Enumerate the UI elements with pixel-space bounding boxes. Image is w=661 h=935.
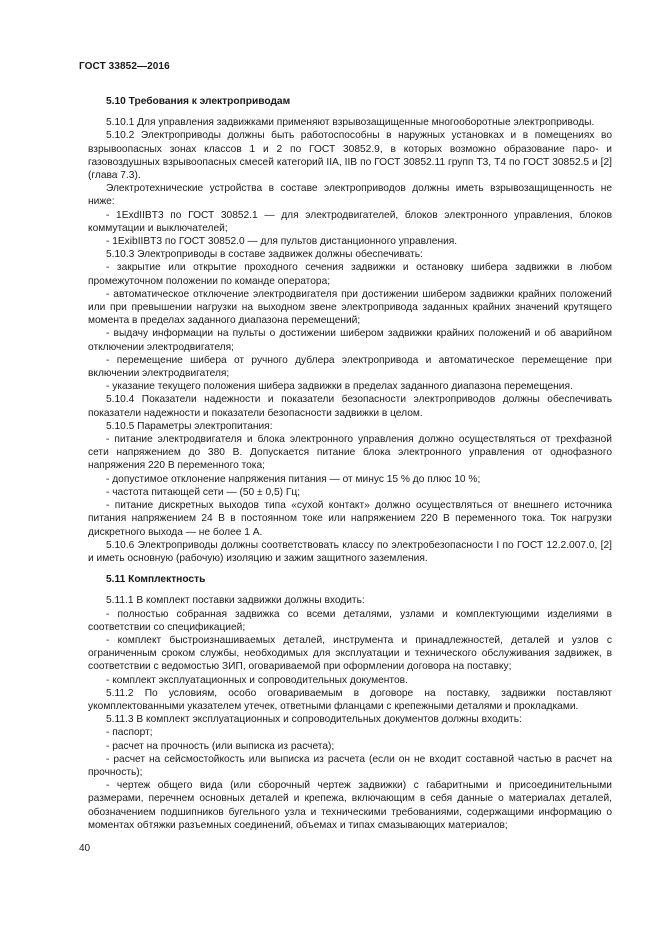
list-item: - чертеж общего вида (или сборочный чертеж задвижки) с габаритными и присоединительными размерами, перечнем основных деталей и крепежа, включающим в себя данные о материалах деталей, обозначением подшипников бугельного узла и техническими требованиями, содержащими информацию о моментах обтяжки разъемных соединений, объемах и типах смазывающих материалов;: [88, 780, 612, 831]
page-number: 40: [79, 843, 91, 854]
paragraph: 5.10.3 Электроприводы в составе задвижек должны обеспечивать:: [106, 249, 423, 261]
list-item: - питание электродвигателя и блока электронного управления должно осуществляться от трехфазной сети напряжением до 380 В. Допускается питание блока электронного управления от однофазного напряжения 220 В переменного тока;: [88, 434, 612, 472]
list-item: - допустимое отклонение напряжения питания — от минус 15 % до плюс 10 %;: [106, 473, 481, 485]
paragraph: 5.10.4 Показатели надежности и показатели безопасности электроприводов должны обеспечивать показатели надежности и показатели безопасности задвижки в целом.: [88, 394, 612, 419]
list-item: - 1ExibIIBT3 по ГОСТ 30852.0 — для пультов дистанционного управления.: [106, 236, 458, 248]
list-item: - расчет на прочность (или выписка из расчета);: [106, 740, 335, 752]
paragraph: 5.11.2 По условиям, особо оговариваемым в договоре на поставку, задвижки поставляют укомплектованными указателем утечек, ответными фланцами с крепежными деталями и прокладками.: [88, 687, 612, 712]
paragraph: 5.10.6 Электроприводы должны соответствовать классу по электробезопасности I по ГОСТ 12.2.007.0, [2] и иметь основную (рабочую) изоляцию и зажим защитного заземления.: [88, 539, 612, 564]
paragraph: 5.10.1 Для управления задвижками применяют взрывозащищенные многооборотные электроприводы.: [106, 117, 595, 129]
section-heading-5-10: 5.10 Требования к электроприводам: [106, 96, 291, 107]
list-item: - комплект быстроизнашиваемых деталей, инструмента и принадлежностей, деталей и узлов с ограниченным сроком службы, необходимых для эксплуатации и технического обслуживания задвижек, в соответствии с ведомостью ЗИП, оговариваемой при оформлении договора на поставку;: [88, 634, 612, 673]
list-item: - выдачу информации на пульты о достижении шибером задвижки крайних положений и об аварийном отключении электродвигателя;: [88, 328, 612, 353]
list-item: - питание дискретных выходов типа «сухой контакт» должно осуществляться от внешнего источника питания напряжением 24 В в постоянном токе или напряжением 220 В переменного тока. Ток нагрузки дискретного выхода — не более 1 А.: [88, 500, 612, 538]
paragraph: Электротехнические устройства в составе электроприводов должны иметь взрывозащищенность не ниже:: [88, 183, 612, 208]
paragraph: 5.10.2 Электроприводы должны быть работоспособны в наружных установках и в помещениях во взрывоопасных зонах классов 1 и 2 по ГОСТ 30852.9, в которых возможно образование паро- и газовоздушных взрывоопасных смесей категорий IIA, IIB по ГОСТ 30852.11 групп Т3, Т4 по ГОСТ 30852.5 и [2] (глава 7.3).: [88, 130, 612, 182]
list-item: - комплект эксплуатационных и сопроводительных документов.: [106, 674, 408, 686]
list-item: - перемещение шибера от ручного дублера электропривода и автоматическое перемещение при включении электродвигателя;: [88, 354, 612, 380]
paragraph: 5.11.3 В комплект эксплуатационных и сопроводительных документов должны входить:: [106, 714, 522, 726]
list-item: - закрытие или открытие проходного сечения задвижки и остановку шибера задвижки в любом промежуточном положении по команде оператора;: [88, 262, 612, 287]
list-item: - частота питающей сети — (50 ± 0,5) Гц;: [106, 486, 301, 498]
paragraph: 5.10.5 Параметры электропитания:: [106, 420, 273, 432]
list-item: - 1ExdIIBT3 по ГОСТ 30852.1 — для электродвигателей, блоков электронного управления, блоков коммутации и выключателей;: [88, 209, 612, 234]
list-item: - полностью собранная задвижка со всеми деталями, узлами и комплектующими изделиями в соответствии со спецификацией;: [88, 608, 612, 633]
list-item: - автоматическое отключение электродвигателя при достижении шибером задвижки крайних положений или при превышении нагрузки на выходном звене электропривода заданных крайних значений крутящего момента в пределах заданного диапазона перемещений;: [88, 288, 612, 327]
list-item: - расчет на сейсмостойкость или выписка из расчета (если он не входит составной частью в расчет на прочность);: [88, 753, 612, 778]
list-item: - паспорт;: [106, 727, 153, 739]
document-body: [88, 95, 612, 832]
paragraph: 5.11.1 В комплект поставки задвижки должны входить:: [106, 595, 365, 607]
section-heading-5-11: 5.11 Комплектность: [106, 574, 206, 586]
document-header-standard: ГОСТ 33852—2016: [79, 61, 170, 72]
list-item: - указание текущего положения шибера задвижки в пределах заданного диапазона перемещения.: [106, 381, 573, 393]
